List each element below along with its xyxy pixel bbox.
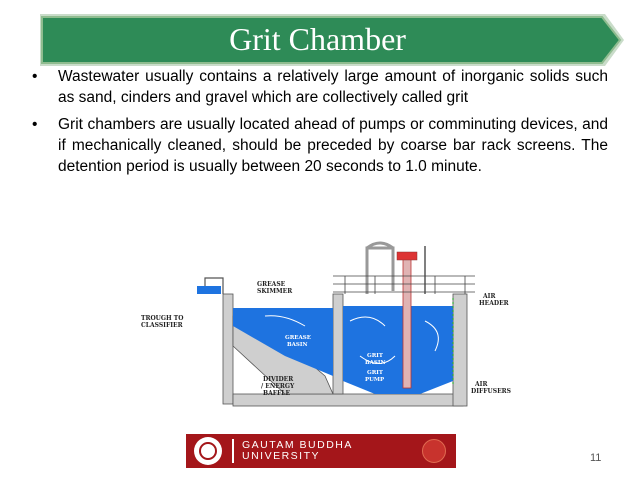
- label-trough-2: CLASSIFIER: [141, 322, 183, 329]
- grit-chamber-diagram: [135, 236, 511, 416]
- logo-divider: [232, 439, 234, 463]
- slide-title: Grit Chamber: [229, 20, 406, 57]
- label-grease-skimmer-2: SKIMMER: [257, 288, 293, 295]
- inlet-pipe: [205, 243, 393, 294]
- label-divider-1: DIVIDER: [263, 376, 294, 383]
- page-number: 11: [590, 452, 602, 464]
- label-grease-skimmer-1: GREASE: [257, 281, 286, 288]
- bullet-text: Wastewater usually contains a relatively large amount of inorganic solids such as sand, cinders and gravel which are collectively called grit: [58, 68, 608, 106]
- label-air-header-2: HEADER: [479, 300, 509, 307]
- label-grease-basin-2: BASIN: [287, 342, 308, 348]
- label-air-header-1: AIR: [483, 293, 496, 300]
- label-trough-1: TROUGH TO: [141, 315, 184, 322]
- label-grit-basin-2: BASIN: [365, 360, 386, 366]
- label-grease-basin-1: GREASE: [285, 335, 311, 341]
- label-air-diffusers-1: AIR: [475, 381, 488, 388]
- bullet-list: [28, 66, 608, 183]
- label-grit-pump-2: PUMP: [365, 377, 385, 383]
- label-grit-pump-1: GRIT: [367, 370, 383, 376]
- logo-line-1: GAUTAM BUDDHA: [242, 439, 353, 451]
- label-grit-basin-1: GRIT: [367, 353, 383, 359]
- label-divider-2: / ENERGY: [261, 383, 295, 390]
- logo-text: [242, 440, 353, 462]
- bullet-text: Grit chambers are usually located ahead of pumps or comminuting devices, and if mechanically cleaned, should be preceded by coarse bar rack screens. The detention period is usually between 20 seconds to 1.0 minute.: [58, 116, 608, 175]
- bullet-item: [28, 114, 608, 177]
- bullet-item: [28, 66, 608, 108]
- bullet-icon: •: [32, 68, 38, 85]
- emblem-icon: [422, 439, 446, 463]
- university-logo: [186, 434, 456, 468]
- bullet-icon: •: [32, 116, 38, 133]
- label-air-diffusers-2: DIFFUSERS: [471, 388, 511, 395]
- logo-line-2: UNIVERSITY: [242, 450, 321, 462]
- label-divider-3: BAFFLE: [263, 390, 291, 397]
- title-banner: [0, 0, 638, 70]
- university-seal-icon: [194, 437, 222, 465]
